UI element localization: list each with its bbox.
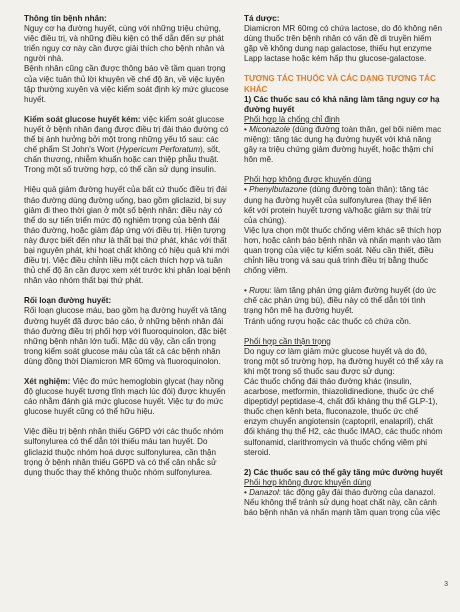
dysglycemia-paragraph: Rối loạn glucose máu, bao gồm hạ đường huyết và tăng đường huyết đã được báo cáo, ở những bệnh nhân đái tháo đường điều trị phối hợp với fluoroquinolon, đặc biệt những bệnh nhân lớn tuổi. Mặc dù vậy, cần cẩn trọng trong kiểm soát glucose máu của tất cả các bệnh nhân dùng đồng thời Diamicron MR 60mg và fluoroquinolon. xyxy=(24,306,227,366)
danazol-name: Danazol xyxy=(249,487,279,497)
alcohol-paragraph-2: Tránh uống rượu hoặc các thuốc có chứa cồn. xyxy=(244,316,412,326)
contraindicated-label: Phối hợp là chống chỉ định xyxy=(244,114,340,124)
not-recommended-label-2: Phối hợp không được khuyến dùng xyxy=(244,477,372,487)
caution-label: Phối hợp cần thận trọng xyxy=(244,336,331,346)
phenylbutazone-text: (dùng đường toàn thân): tăng tác dụng hạ đường huyết của sulfonylurea (thay thế liên kết với protein huyết tương và/hoặc giảm sự thải trừ của chúng). xyxy=(244,185,432,225)
right-column xyxy=(244,14,444,518)
lab-tests-label: Xét nghiệm: xyxy=(24,377,71,386)
lab-tests-paragraph xyxy=(24,377,231,417)
subsection-2-heading: 2) Các thuốc sau có thể gây tăng mức đường huyết xyxy=(244,467,443,477)
danazol-paragraph-2: Nếu không thể tránh sử dụng hoạt chất này, cần cảnh báo bệnh nhân và nhấn mạnh tầm quan trọng của việc xyxy=(244,498,441,518)
miconazole-name: Miconazole xyxy=(249,124,291,134)
poor-control-text-a: việc kiểm soát glucose huyết ở bệnh nhân đang được điều trị đái tháo đường có thể bị ảnh hưởng bởi một trong những yếu tố sau: các chế phẩm St John's Wort ( xyxy=(24,114,229,155)
excipients-paragraph: Diamicron MR 60mg có chứa lactose, do đó không nên dùng thuốc trên bệnh nhân có vấn đề di truyền hiếm gặp về không dung nạp galactose, thiếu hụt enzyme Lapp lactase hoặc kém hấp thu glucose-galactose. xyxy=(244,24,442,64)
phenylbutazone-item: • Phenylbutazone (dùng đường toàn thân): tăng tác dụng hạ đường huyết của sulfonylurea (thay thế liên kết với protein huyết tương và/hoặc giảm sự thải trừ của chúng). xyxy=(244,185,432,225)
not-recommended-label: Phối hợp không được khuyến dùng xyxy=(244,175,372,185)
dysglycemia-heading: Rối loạn đường huyết: xyxy=(24,296,112,306)
alcohol-name: Rượu xyxy=(249,286,270,296)
page-number: 3 xyxy=(444,580,448,588)
caution-drug-list-paragraph: Các thuốc chống đái tháo đường khác (insulin, acarbose, metformin, thiazolidinedione, thuốc ức chế dipeptidyl peptidase-4, chất đối kháng thụ thể GLP-1), thuốc chẹn kênh beta, fluconazole, thuốc ức chế enzym chuyển angiotensin (captopril, enalapril), chất đối kháng thụ thể H2, các thuốc IMAO, các thuốc nhóm sulfonamid, clarithromycin và thuốc chống viêm phi steroid. xyxy=(244,377,443,457)
patient-info-paragraph-1: Nguy cơ hạ đường huyết, cùng với những triệu chứng, việc điều trị, và những điều kiện có thể dẫn đến sự phát triển nguy cơ này cần được giải thích cho bệnh nhân và người nhà. xyxy=(24,24,225,64)
caution-paragraph: Do nguy cơ làm giảm mức glucose huyết và do đó, trong một số trường hợp, hạ đường huyết có thể xảy ra khi một trong số thuốc sau được sử dụng: xyxy=(244,346,444,376)
phenylbutazone-name: Phenylbutazone xyxy=(249,185,308,195)
subsection-1-heading: 1) Các thuốc sau có khả năng làm tăng nguy cơ hạ đường huyết xyxy=(244,94,440,114)
poor-control-paragraph xyxy=(24,115,231,176)
poor-control-text-b: ), sốt, chấn thương, nhiễm khuẩn hoặc can thiệp phẫu thuật. Trong một số trường hợp, có thể cần sử dụng insulin. xyxy=(24,145,221,175)
g6pd-paragraph: Việc điều trị bệnh nhân thiếu G6PD với các thuốc nhóm sulfonylurea có thể dẫn tới thiếu máu tan huyết. Do gliclazid thuộc nhóm hoá dược sulfonylurea, cần thận trọng ở bệnh nhân thiếu G6PD và có thể cân nhắc sử dụng thuốc thay thế không thuộc nhóm sulfonylurea. xyxy=(24,427,224,477)
danazol-text: : tác động gây đái tháo đường của danazol. xyxy=(278,487,436,497)
phenylbutazone-paragraph-2: Việc lựa chọn một thuốc chống viêm khác sẽ thích hợp hơn, hoặc cảnh báo bệnh nhân và nhấn mạnh vào tầm quan trọng của việc tự kiểm soát. Nếu cần thiết, điều chỉnh liều trong và sau quá trình điều trị bằng thuốc chống viêm. xyxy=(244,225,442,276)
patient-info-paragraph-2: Bệnh nhân cũng cần được thông báo về tầm quan trọng của việc tuân thủ lời khuyên về chế độ ăn, về việc luyện tập thường xuyên và việc kiểm soát định kỳ mức glucose huyết. xyxy=(24,64,229,104)
interactions-section-title-line-2: KHÁC xyxy=(244,84,268,94)
lab-tests-text: Việc đo mức hemoglobin glycat (hay nồng độ glucose huyết tương tĩnh mạch lúc đói) được khuyến cáo nhằm đánh giá mức glucose huyết. Việc tự đo mức glucose huyết cũng có thể hữu hiệu. xyxy=(24,377,226,417)
miconazole-item: • Miconazole (dùng đường toàn thân, gel bôi niêm mạc miệng): tăng tác dụng hạ đường huyết với khả năng gây ra triệu chứng giảm đường huyết, hoặc thậm chí hôn mê. xyxy=(244,124,442,165)
poor-control-italic: Hypericum Perforatum xyxy=(118,145,200,155)
left-column xyxy=(24,14,231,478)
alcohol-item: • Rượu: làm tăng phản ứng giảm đường huyết (do ức chế các phản ứng bù), điều này có thể dẫn tới tình trạng hôn mê hạ đường huyết. xyxy=(244,286,436,316)
excipients-heading: Tá dược: xyxy=(244,14,280,23)
alcohol-text: : làm tăng phản ứng giảm đường huyết (do ức chế các phản ứng bù), điều này có thể dẫn tới tình trạng hôn mê hạ đường huyết. xyxy=(244,286,436,316)
poor-control-label: Kiểm soát glucose huyết kém: xyxy=(24,114,141,124)
interactions-section-title-line-1: TƯƠNG TÁC THUỐC VÀ CÁC DẠNG TƯƠNG TÁC xyxy=(244,74,436,84)
miconazole-text: (dùng đường toàn thân, gel bôi niêm mạc miệng): tăng tác dụng hạ đường huyết với khả năng gây ra triệu chứng giảm đường huyết, hoặc thậm chí hôn mê. xyxy=(244,124,442,165)
patient-info-heading: Thông tin bệnh nhân: xyxy=(24,14,107,23)
secondary-failure-paragraph: Hiệu quả giảm đường huyết của bất cứ thuốc điều trị đái tháo đường dùng đường uống, bao gồm gliclazid, bị suy giảm đi theo thời gian ở một số bệnh nhân: điều này có thể do sự tiến triển mức độ nghiêm trọng của bệnh đái tháo đường, hoặc giảm đáp ứng với điều trị. Hiện tượng này được biết đến như là thất bại thứ phát, khác với thất bại nguyên phát, khi hoạt chất không có hiệu quả khi mới điều trị. Việc điều chỉnh liều một cách thích hợp và tuân thủ chế độ ăn cần được xem xét trước khi phân loại bệnh nhân vào nhóm thất bại thứ phát. xyxy=(24,185,231,286)
danazol-item: • Danazol: tác động gây đái tháo đường của danazol. xyxy=(244,487,436,497)
